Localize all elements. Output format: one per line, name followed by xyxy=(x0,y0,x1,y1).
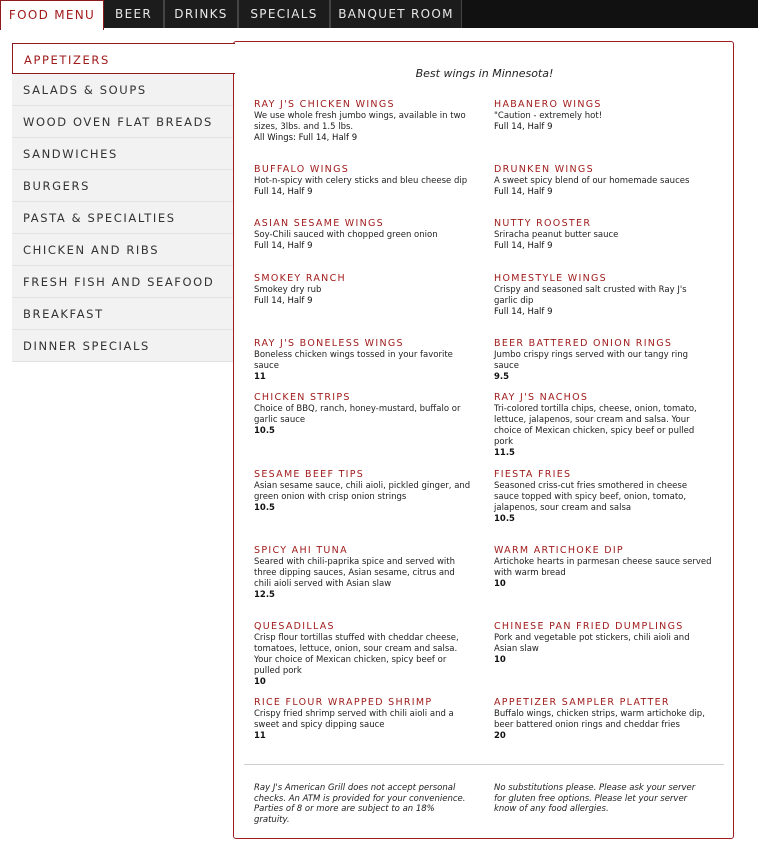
item-name: WARM ARTICHOKE DIP xyxy=(494,545,624,556)
menu-item xyxy=(494,164,712,198)
notes-divider xyxy=(244,764,724,765)
item-price: Full 14, Half 9 xyxy=(254,296,313,306)
menu-panel xyxy=(233,41,734,839)
item-name: DRUNKEN WINGS xyxy=(494,164,594,175)
item-description: Hot-n-spicy with celery sticks and bleu cheese dip xyxy=(254,176,468,186)
item-description: A sweet spicy blend of our homemade sauces xyxy=(494,176,690,186)
item-price: 10.5 xyxy=(254,426,275,436)
item-name: RICE FLOUR WRAPPED SHRIMP xyxy=(254,697,433,708)
item-price: Full 14, Half 9 xyxy=(254,241,313,251)
item-price: 11 xyxy=(254,731,266,741)
menu-item xyxy=(254,99,472,144)
sidebar-item-pasta-specialties[interactable]: PASTA & SPECIALTIES xyxy=(12,202,234,234)
item-price: 20 xyxy=(494,731,506,741)
tab-food-menu[interactable]: FOOD MENU xyxy=(0,0,104,30)
item-description: Crisp flour tortillas stuffed with cheddar cheese, tomatoes, lettuce, onion, sour cream and salsa. Your choice of Mexican chicken, spicy beef or pulled pork xyxy=(254,633,459,676)
item-name: RAY J'S NACHOS xyxy=(494,392,589,403)
item-price: 10 xyxy=(254,677,266,687)
tab-banquet-room[interactable]: BANQUET ROOM xyxy=(330,0,462,28)
item-price: 10 xyxy=(494,579,506,589)
allergy-note: No substitutions please. Please ask your server for gluten free options. Please let your server know of any food allergies. xyxy=(494,783,696,814)
tab-specials[interactable]: SPECIALS xyxy=(238,0,330,28)
sidebar-item-salads-soups[interactable]: SALADS & SOUPS xyxy=(12,74,234,106)
sidebar-item-fish-seafood[interactable]: FRESH FISH AND SEAFOOD xyxy=(12,266,234,298)
item-price: Full 14, Half 9 xyxy=(494,187,553,197)
sidebar-item-burgers[interactable]: BURGERS xyxy=(12,170,234,202)
item-name: RAY J'S CHICKEN WINGS xyxy=(254,99,395,110)
item-name: NUTTY ROOSTER xyxy=(494,218,592,229)
menu-item xyxy=(494,545,712,590)
tab-drinks[interactable]: DRINKS xyxy=(164,0,238,28)
menu-item xyxy=(254,621,472,688)
payment-note: Ray J's American Grill does not accept personal checks. An ATM is provided for your convenience. Parties of 8 or more are subject to an 18% gratuity. xyxy=(254,783,466,825)
item-description: Sriracha peanut butter sauce xyxy=(494,230,619,240)
top-nav-filler xyxy=(462,0,758,28)
item-name: SMOKEY RANCH xyxy=(254,273,346,284)
tab-beer[interactable]: BEER xyxy=(103,0,164,28)
menu-item xyxy=(494,338,712,383)
menu-item xyxy=(494,99,712,133)
item-description: Boneless chicken wings tossed in your favorite sauce xyxy=(254,350,453,371)
item-description: Seasoned criss-cut fries smothered in cheese sauce topped with spicy beef, onion, tomato, jalapenos, sour cream and salsa xyxy=(494,481,688,513)
item-price: 11.5 xyxy=(494,448,515,458)
item-description: Seared with chili-paprika spice and served with three dipping sauces, Asian sesame, citrus and chili aioli served with Asian slaw xyxy=(254,557,455,589)
item-price: 12.5 xyxy=(254,590,275,600)
item-price: 10 xyxy=(494,655,506,665)
item-name: CHICKEN STRIPS xyxy=(254,392,351,403)
item-name: CHINESE PAN FRIED DUMPLINGS xyxy=(494,621,684,632)
item-description: Smokey dry rub xyxy=(254,285,322,295)
sidebar-item-sandwiches[interactable]: SANDWICHES xyxy=(12,138,234,170)
item-name: RAY J'S BONELESS WINGS xyxy=(254,338,404,349)
item-price: Full 14, Half 9 xyxy=(494,122,553,132)
item-description: Soy-Chili sauced with chopped green onion xyxy=(254,230,438,240)
menu-item xyxy=(494,469,712,525)
item-description: Asian sesame sauce, chili aioli, pickled ginger, and green onion with crisp onion strings xyxy=(254,481,471,502)
sidebar-item-dinner-specials[interactable]: DINNER SPECIALS xyxy=(12,330,234,362)
item-name: HABANERO WINGS xyxy=(494,99,602,110)
sidebar-item-flat-breads[interactable]: WOOD OVEN FLAT BREADS xyxy=(12,106,234,138)
item-name: QUESADILLAS xyxy=(254,621,335,632)
item-price: Full 14, Half 9 xyxy=(494,241,553,251)
item-price: 9.5 xyxy=(494,372,510,382)
item-name: ASIAN SESAME WINGS xyxy=(254,218,385,229)
menu-item xyxy=(494,621,712,666)
sidebar-item-chicken-ribs[interactable]: CHICKEN AND RIBS xyxy=(12,234,234,266)
menu-item xyxy=(254,338,472,383)
menu-item xyxy=(254,164,472,198)
item-description: Choice of BBQ, ranch, honey-mustard, buffalo or garlic sauce xyxy=(254,404,461,425)
item-description: Pork and vegetable pot stickers, chili aioli and Asian slaw xyxy=(494,633,690,654)
item-description: Jumbo crispy rings served with our tangy ring sauce xyxy=(494,350,689,371)
menu-item xyxy=(254,545,472,601)
item-price: 11 xyxy=(254,372,266,382)
item-description: Crispy and seasoned salt crusted with Ray J's garlic dip xyxy=(494,285,687,306)
item-description: Crispy fried shrimp served with chili aioli and a sweet and spicy dipping sauce xyxy=(254,709,454,730)
item-name: BUFFALO WINGS xyxy=(254,164,350,175)
item-name: APPETIZER SAMPLER PLATTER xyxy=(494,697,670,708)
item-name: SESAME BEEF TIPS xyxy=(254,469,365,480)
menu-item xyxy=(254,469,472,514)
menu-item xyxy=(254,697,472,742)
item-price: Full 14, Half 9 xyxy=(494,307,553,317)
item-description: Tri-colored tortilla chips, cheese, onion, tomato, lettuce, jalapenos, sour cream and salsa. Your choice of Mexican chicken, spicy beef or pulled pork xyxy=(494,404,697,447)
item-name: SPICY AHI TUNA xyxy=(254,545,348,556)
sidebar-item-appetizers[interactable]: APPETIZERS xyxy=(12,43,235,74)
menu-item xyxy=(494,697,712,742)
menu-item xyxy=(254,273,472,307)
sidebar-item-breakfast[interactable]: BREAKFAST xyxy=(12,298,234,330)
menu-item xyxy=(254,392,472,437)
menu-item xyxy=(494,218,712,252)
item-name: HOMESTYLE WINGS xyxy=(494,273,607,284)
top-nav xyxy=(0,0,758,28)
item-description: "Caution - extremely hot! xyxy=(494,111,603,121)
menu-tagline: Best wings in Minnesota! xyxy=(415,67,554,80)
item-description: We use whole fresh jumbo wings, available in two sizes, 3lbs. and 1.5 lbs. xyxy=(254,111,466,132)
category-sidebar xyxy=(12,43,234,362)
item-name: BEER BATTERED ONION RINGS xyxy=(494,338,673,349)
menu-item xyxy=(494,392,712,459)
menu-item xyxy=(494,273,712,318)
item-name: FIESTA FRIES xyxy=(494,469,572,480)
item-price: 10.5 xyxy=(254,503,275,513)
item-price: All Wings: Full 14, Half 9 xyxy=(254,133,358,143)
item-description: Buffalo wings, chicken strips, warm artichoke dip, beer battered onion rings and cheddar fries xyxy=(494,709,705,730)
item-price: 10.5 xyxy=(494,514,515,524)
menu-item xyxy=(254,218,472,252)
item-price: Full 14, Half 9 xyxy=(254,187,313,197)
item-description: Artichoke hearts in parmesan cheese sauce served with warm bread xyxy=(494,557,712,578)
